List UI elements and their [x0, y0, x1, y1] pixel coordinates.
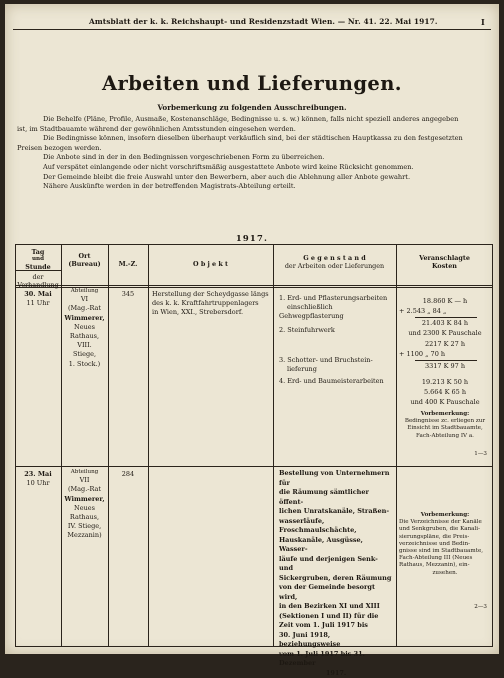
row1-date-cell — [15, 290, 61, 308]
row1-ort-line: Abteilung — [61, 288, 108, 295]
intro-line: Die Behelfe (Pläne, Profile, Ausmaße, Kostenanschläge, Bedingnisse u. s. w.) können, falls nicht speziell anderes angegeben — [17, 115, 491, 125]
row1-item-line: 1. Erd- und Pflasterungsarbeiten — [279, 294, 393, 303]
row2-ort-line: Mezzanin) — [61, 531, 108, 540]
row2-ort-cell — [61, 469, 108, 541]
row2-note-line: Rathaus, Mezzanin), ein- — [399, 562, 491, 569]
row1-ort-line: 1. Stock.) — [61, 360, 108, 369]
row2-note-line: gnisse sind im Stadtbauamte, — [399, 548, 491, 555]
row2-ort-line: Abteilung — [61, 469, 108, 476]
header-tag-line: Stunde — [15, 263, 61, 271]
row1-item-2: 2. Steinfuhrwerk — [279, 326, 393, 335]
row1-objekt-line: Herstellung der Scheydgasse längs — [152, 290, 272, 299]
header-rule — [13, 29, 491, 30]
row1-note-title: Vorbemerkung: — [399, 411, 491, 418]
row1-cost: 5.664 K 65 h — [399, 388, 491, 397]
row2-gegenstand-line: von der Gemeinde besorgt wird, — [279, 583, 393, 602]
running-header: Amtsblatt der k. k. Reichshaupt- und Residenzstadt Wien. — Nr. 41. 22. Mai 1917. — [89, 17, 409, 26]
row1-objekt-cell — [152, 290, 272, 318]
row1-note-line: Bedingnisse zc. erliegen zur — [399, 418, 491, 425]
header-ort-line: (Bureau) — [61, 260, 108, 268]
row2-gegenstand-line: lichen Unratskanäle, Straßen- — [279, 507, 393, 517]
header-verhandlung: der Verhandlung — [15, 273, 61, 289]
page-number: I — [481, 17, 485, 27]
row1-cost: + 1100 „ 70 h — [399, 350, 491, 359]
row1-mz: 345 — [108, 290, 148, 299]
intro-line: Nähere Auskünfte werden in der betreffenden Magistrats-Abteilung erteilt. — [17, 182, 491, 192]
row2-note — [399, 512, 491, 577]
row2-gegenstand-line: läufe und derjenigen Senk- und — [279, 555, 393, 574]
header-tag-line: Tag — [15, 248, 61, 256]
header-gegenstand-line: der Arbeiten oder Lieferungen — [273, 262, 396, 270]
header-kosten-line: Kosten — [396, 262, 493, 270]
sum-line — [415, 317, 477, 318]
row2-mz: 284 — [108, 470, 148, 479]
column-divider — [148, 244, 149, 647]
row1-objekt-line: des k. k. Kraftfahrtruppenlagers — [152, 299, 272, 308]
row2-ort-line: Rathaus, — [61, 513, 108, 522]
row2-note-line: Fach-Abteilung III (Neues — [399, 555, 491, 562]
row2-ort-line: IV. Stiege, — [61, 522, 108, 531]
row2-gegenstand-line: die Räumung sämtlicher öffent- — [279, 488, 393, 507]
row2-date-cell — [15, 470, 61, 488]
row1-cost: 19.213 K 50 h — [399, 378, 491, 387]
row1-time: 11 Uhr — [15, 299, 61, 308]
row1-item-line: lieferung — [279, 365, 393, 374]
row1-objekt-line: in Wien, XXI., Strebersdorf. — [152, 308, 272, 317]
row1-ref: 1—3 — [445, 451, 487, 458]
header-objekt: O b j e k t — [148, 260, 273, 268]
row2-gegenstand-line: (Sektionen I und II) für die — [279, 612, 393, 622]
row2-gegenstand-line: Bestellung von Unternehmern für — [279, 469, 393, 488]
row1-ort-line: (Mag.-Rat — [61, 304, 108, 313]
row1-cost: 2217 K 27 h — [399, 340, 491, 349]
row2-ort-line: (Mag.-Rat — [61, 485, 108, 494]
row1-ort-line: Rathaus, — [61, 332, 108, 341]
row1-ort-cell — [61, 288, 108, 369]
header-kosten — [396, 254, 493, 270]
row1-item-line: einschließlich Gehwegpflasterung — [279, 303, 393, 321]
row2-date: 23. Mai — [15, 470, 61, 479]
row2-gegenstand-cell — [279, 469, 393, 678]
header-tag — [15, 248, 61, 272]
row1-cost: + 2.543 „ 84 „ — [399, 307, 491, 316]
row2-note-line: sierungspläne, die Preis- — [399, 534, 491, 541]
intro-line: Preisen bezogen werden. — [17, 144, 491, 154]
column-divider — [273, 244, 274, 647]
intro-line: Die Bedingnisse können, insofern dieselben überhaupt verkäuflich sind, bei der städtischen Hauptkassa zu den festgesetzten — [17, 134, 491, 144]
row1-note-line: Fach-Abteilung IV a. — [399, 433, 491, 440]
row1-cost: und 400 K Pauschale — [399, 398, 491, 407]
row2-note-title: Vorbemerkung: — [399, 512, 491, 519]
row2-ort-line: VII — [61, 476, 108, 485]
row2-note-line: und Senkgruben, die Kanali- — [399, 526, 491, 533]
row1-note — [399, 411, 491, 440]
row1-cost: 18.860 K — h — [399, 297, 491, 306]
row2-gegenstand-line: wasserläufe, Froschmaulschächte, — [279, 517, 393, 536]
row1-date: 30. Mai — [15, 290, 61, 299]
row2-gegenstand-line: 30. Juni 1918, beziehungsweise — [279, 631, 393, 650]
subtitle: Vorbemerkung zu folgenden Ausschreibungen. — [5, 103, 499, 112]
row2-ref: 2—3 — [445, 604, 487, 611]
row-divider — [15, 466, 493, 467]
row1-ort-line: Wimmerer, — [61, 314, 108, 323]
intro-text — [17, 115, 491, 192]
newspaper-page — [5, 4, 499, 654]
header-tag-line: und — [15, 256, 61, 263]
intro-line: Der Gemeinde bleibt die freie Auswahl unter den Bewerbern, aber auch die Ablehnung aller Anbote gewahrt. — [17, 173, 491, 183]
row1-ort-line: Stiege, — [61, 350, 108, 359]
row1-item-line: 3. Schotter- und Bruchstein- — [279, 356, 393, 365]
row2-gegenstand-line: vom 1. Juli 1917 bis 31. Dezember — [279, 650, 393, 669]
row2-gegenstand-line: in den Bezirken XI und XIII — [279, 602, 393, 612]
intro-line: ist, im Stadtbauamte während der gewöhnlichen Amtsstunden eingesehen werden. — [17, 125, 491, 135]
header-gegenstand-line: G e g e n s t a n d — [273, 254, 396, 262]
row2-note-line: verzeichnisse und Bedin- — [399, 541, 491, 548]
row1-item-1 — [279, 294, 393, 322]
row2-ort-line: Wimmerer, — [61, 495, 108, 504]
intro-line: Die Anbote sind in der in den Bedingnissen vorgeschriebenen Form zu überreichen. — [17, 153, 491, 163]
row2-gegenstand-line: Hauskanäle, Ausgüsse, Wasser- — [279, 536, 393, 555]
row2-ort-line: Neues — [61, 504, 108, 513]
row2-note-line: Die Verzeichnisse der Kanäle — [399, 519, 491, 526]
header-ort-line: Ort — [61, 252, 108, 260]
row2-gegenstand-line: 1917. — [279, 669, 393, 678]
row1-cost: 3317 K 97 h — [399, 362, 491, 371]
sum-line — [415, 360, 477, 361]
header-mz: M.-Z. — [108, 260, 148, 268]
header-kosten-line: Veranschlagte — [396, 254, 493, 262]
row1-ort-line: VI — [61, 295, 108, 304]
row1-note-line: Einsicht im Stadtbauamte, — [399, 425, 491, 432]
column-divider — [108, 244, 109, 647]
row2-gegenstand-line: Zeit vom 1. Juli 1917 bis — [279, 621, 393, 631]
row2-time: 10 Uhr — [15, 479, 61, 488]
row1-ort-line: VIII. — [61, 341, 108, 350]
row1-item-4: 4. Erd- und Baumeisterarbeiten — [279, 377, 393, 386]
row1-ort-line: Neues — [61, 323, 108, 332]
row1-cost: 21.403 K 84 h — [399, 319, 491, 328]
column-divider — [396, 244, 397, 647]
page-title: Arbeiten und Lieferungen. — [5, 72, 499, 95]
year-heading: 1917. — [5, 233, 499, 243]
row1-item-3 — [279, 356, 393, 374]
row1-cost: und 2300 K Pauschale — [399, 329, 491, 338]
header-ort — [61, 252, 108, 268]
row2-gegenstand-line: Sickergruben, deren Räumung — [279, 574, 393, 584]
intro-line: Auf verspätet einlangende oder nicht vorschriftsmäßig ausgestattete Anbote wird keine Rücksicht genommen. — [17, 163, 491, 173]
row2-note-line: zusehen. — [399, 570, 491, 577]
header-gegenstand — [273, 254, 396, 270]
